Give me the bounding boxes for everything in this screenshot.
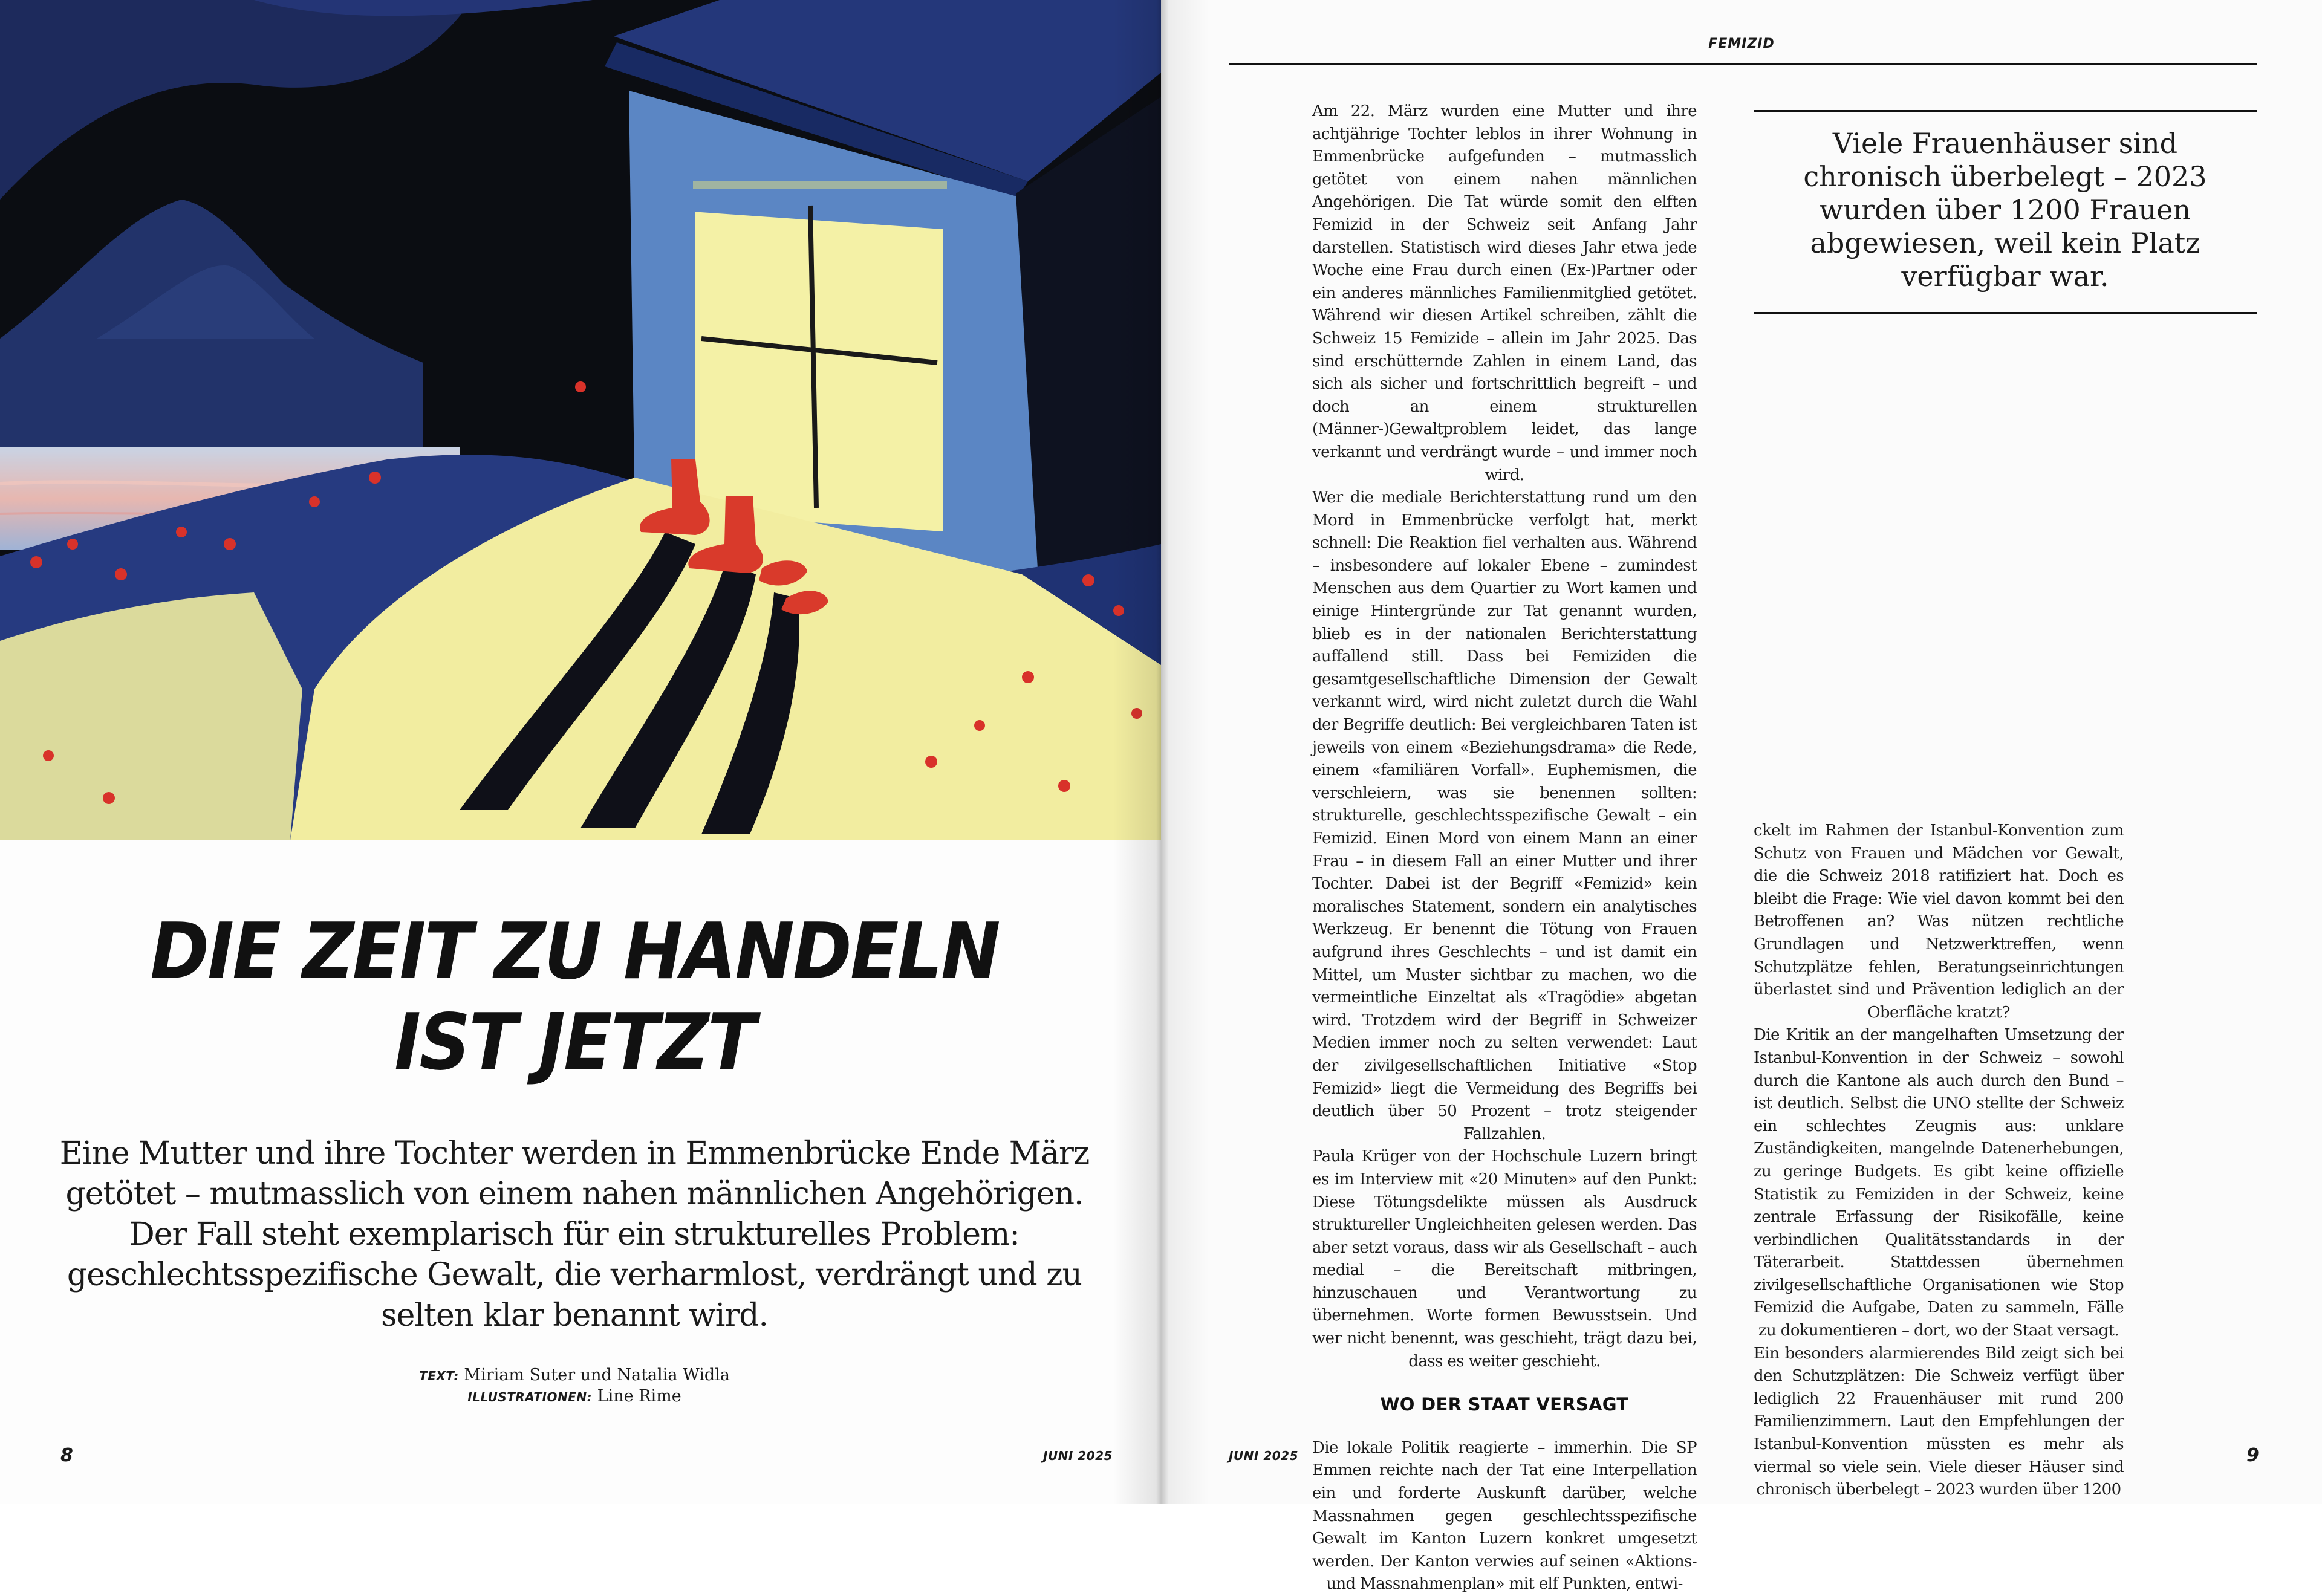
paragraph: Wer die mediale Berichterstattung rund um den Mord in Emmenbrücke verfolgt hat, merkt schnell: Die Reaktion fiel verhalten aus. Während – insbesondere auf lokaler Ebene – zumindest Menschen aus dem Quartier zu Wort kamen und einige Hintergründe zur Tat genannt wurden, blieb es in der nationalen Berichterstattung auffallend still. Dass bei Femiziden die gesamtgesellschaftliche Dimension der Gewalt verkannt wird, wird nicht zuletzt durch die Wahl der Begriffe deutlich: Bei vergleichbaren Taten ist jeweils von einem «Beziehungsdrama» die Rede, einem «familiären Vorfall». Euphemismen, die verschleiern, was sie benennen sollten: strukturelle, geschlechtsspezifische Gewalt – ein Femizid. Einen Mord von einem Mann an einer Frau – in diesem Fall an einer Mutter und ihrer Tochter. Dabei ist der Begriff «Femizid» kein moralisches Statement, sondern ein analytisches Werkzeug. Er benennt die Tötung von Frauen aufgrund ihres Geschlechts – und ist damit ein Mittel, um Muster sichtbar zu machen, wo die vermeintliche Einzeltat als «Tragödie» abgetan wird. Trotzdem wird der Begriff in Schweizer Medien immer noch zu selten verwendet: Laut der zivilgesellschaftlichen Initiative «Stop Femizid» liegt die Vermeidung des Begriffs bei deutlich über 50 Prozent – trotz steigender Fallzahlen.: [1312, 488, 1697, 1143]
illustration-credit-label: ILLUSTRATIONEN:: [467, 1390, 593, 1404]
pull-quote-text: Viele Frauenhäuser sind chronisch überbelegt – 2023 wurden über 1200 Frauen abgewiesen, weil kein Platz verfügbar war.: [1803, 127, 2207, 293]
page-number-right: 9: [2246, 1445, 2259, 1466]
headline-line-2: IST JETZT: [394, 997, 755, 1088]
illustration-credit: [363, 1386, 786, 1407]
pull-quote-rule-top: [1754, 110, 2257, 112]
header-rule: [1229, 63, 2257, 65]
section-label: FEMIZID: [1708, 36, 1775, 51]
article-lead: Eine Mutter und ihre Tochter werden in Emmenbrücke Ende März getötet – mutmasslich von einem nahen männlichen Angehörigen. Der Fall steht exemplarisch für ein strukturelles Problem: geschlechtsspezifische Gewalt, die verharmlost, verdrängt und zu selten klar benannt wird.: [59, 1135, 1090, 1334]
paragraph: Die Kritik an der mangelhaften Umsetzung der Istanbul-Konvention in der Schweiz – sowohl durch die Kantone als auch durch den Bund – ist deutlich. Selbst die UNO stellte der Schweiz ein schlechtes Zeugnis aus: unklare Zuständigkeiten, mangelnde Datenerhebungen, zu geringe Budgets. Es gibt keine offizielle Statistik zu Femiziden in der Schweiz, keine zentrale Erfassung der Risikofälle, keine verbindlichen Qualitätsstandards in der Täterarbeit. Stattdessen übernehmen zivilgesellschaftliche Organisationen wie Stop Femizid die Aufgabe, Daten zu sammeln, Fälle zu dokumentieren – dort, wo der Staat versagt.: [1754, 1026, 2124, 1340]
article-credits: [363, 1365, 786, 1407]
pull-quote: [1754, 110, 2257, 314]
section-subheading: WO DER STAAT VERSAGT: [1380, 1394, 1629, 1415]
right-page: [1161, 0, 2322, 1594]
text-credit-label: TEXT:: [419, 1369, 459, 1383]
text-column-1: [1312, 100, 1697, 1596]
issue-date-right: JUNI 2025: [1229, 1448, 1298, 1463]
article-headline: [112, 907, 1036, 1088]
night-house-illustration: [0, 0, 1161, 840]
illustration-credit-name: Line Rime: [592, 1387, 681, 1406]
issue-date-left: JUNI 2025: [1043, 1448, 1113, 1463]
headline-line-1: DIE ZEIT ZU HANDELN: [150, 907, 999, 997]
paragraph: Paula Krüger von der Hochschule Luzern bringt es im Interview mit «20 Minuten» auf den Punkt: Diese Tötungsdelikte müssen als Ausdruck struktureller Ungleichheiten gelesen werden. Das aber setzt voraus, dass wir als Gesellschaft – auch medial – die Bereitschaft mitbringen, hinzuschauen und Verantwortung zu übernehmen. Worte formen Bewusstsein. Und wer nicht benennt, was geschieht, trägt dazu bei, dass es weiter geschieht.: [1312, 1147, 1697, 1371]
paragraph: ckelt im Rahmen der Istanbul-Konvention zum Schutz von Frauen und Mädchen vor Gewalt, die die Schweiz 2018 ratifiziert hat. Doch es bleibt die Frage: Wie viel davon kommt bei den Betroffenen an? Was nützen rechtliche Grundlagen und Netzwerktreffen, wenn Schutzplätze fehlen, Beratungseinrichtungen überlastet sind und Prävention lediglich an der Oberfläche kratzt?: [1754, 822, 2124, 1022]
page-number-left: 8: [60, 1445, 73, 1466]
text-credit-names: Miriam Suter und Natalia Widla: [458, 1366, 730, 1384]
text-credit: [363, 1365, 786, 1386]
paragraph: Am 22. März wurden eine Mutter und ihre achtjährige Tochter leblos in ihrer Wohnung in Emmenbrücke aufgefunden – mutmasslich getötet von einem nahen männlichen Angehörigen. Die Tat würde somit den elften Femizid in der Schweiz seit Anfang Jahr darstellen. Statistisch wird dieses Jahr etwa jede Woche eine Frau durch einen (Ex-)Partner oder ein anderes männliches Familienmitglied getötet. Während wir diesen Artikel schreiben, zählt die Schweiz 15 Femizide – allein im Jahr 2025. Das sind erschütternde Zahlen in einem Land, das sich als sicher und fortschrittlich begreift – und doch an einem strukturellen (Männer-)Gewaltproblem leidet, das lange verkannt und verdrängt wurde – und immer noch wird.: [1312, 102, 1697, 484]
pull-quote-rule-bottom: [1754, 312, 2257, 314]
paragraph: Die lokale Politik reagierte – immerhin. Die SP Emmen reichte nach der Tat eine Interpellation ein und forderte Auskunft darüber, welche Massnahmen gegen geschlechtsspezifische Gewalt im Kanton Luzern konkret umgesetzt werden. Der Kanton verwies auf seinen «Aktions- und Massnahmenplan» mit elf Punkten, entwi-: [1312, 1438, 1697, 1594]
illustration-svg: [0, 0, 1161, 840]
paragraph: Ein besonders alarmierendes Bild zeigt sich bei den Schutzplätzen: Die Schweiz verfügt über lediglich 22 Frauenhäuser mit rund 200 Familienzimmern. Laut den Empfehlungen der Istanbul-Konvention müssten es mehr als viermal so viele sein. Viele dieser Häuser sind chronisch überbelegt – 2023 wurden über 1200: [1754, 1344, 2124, 1499]
text-column-2: [1754, 820, 2124, 1502]
left-page: [0, 0, 1161, 1504]
